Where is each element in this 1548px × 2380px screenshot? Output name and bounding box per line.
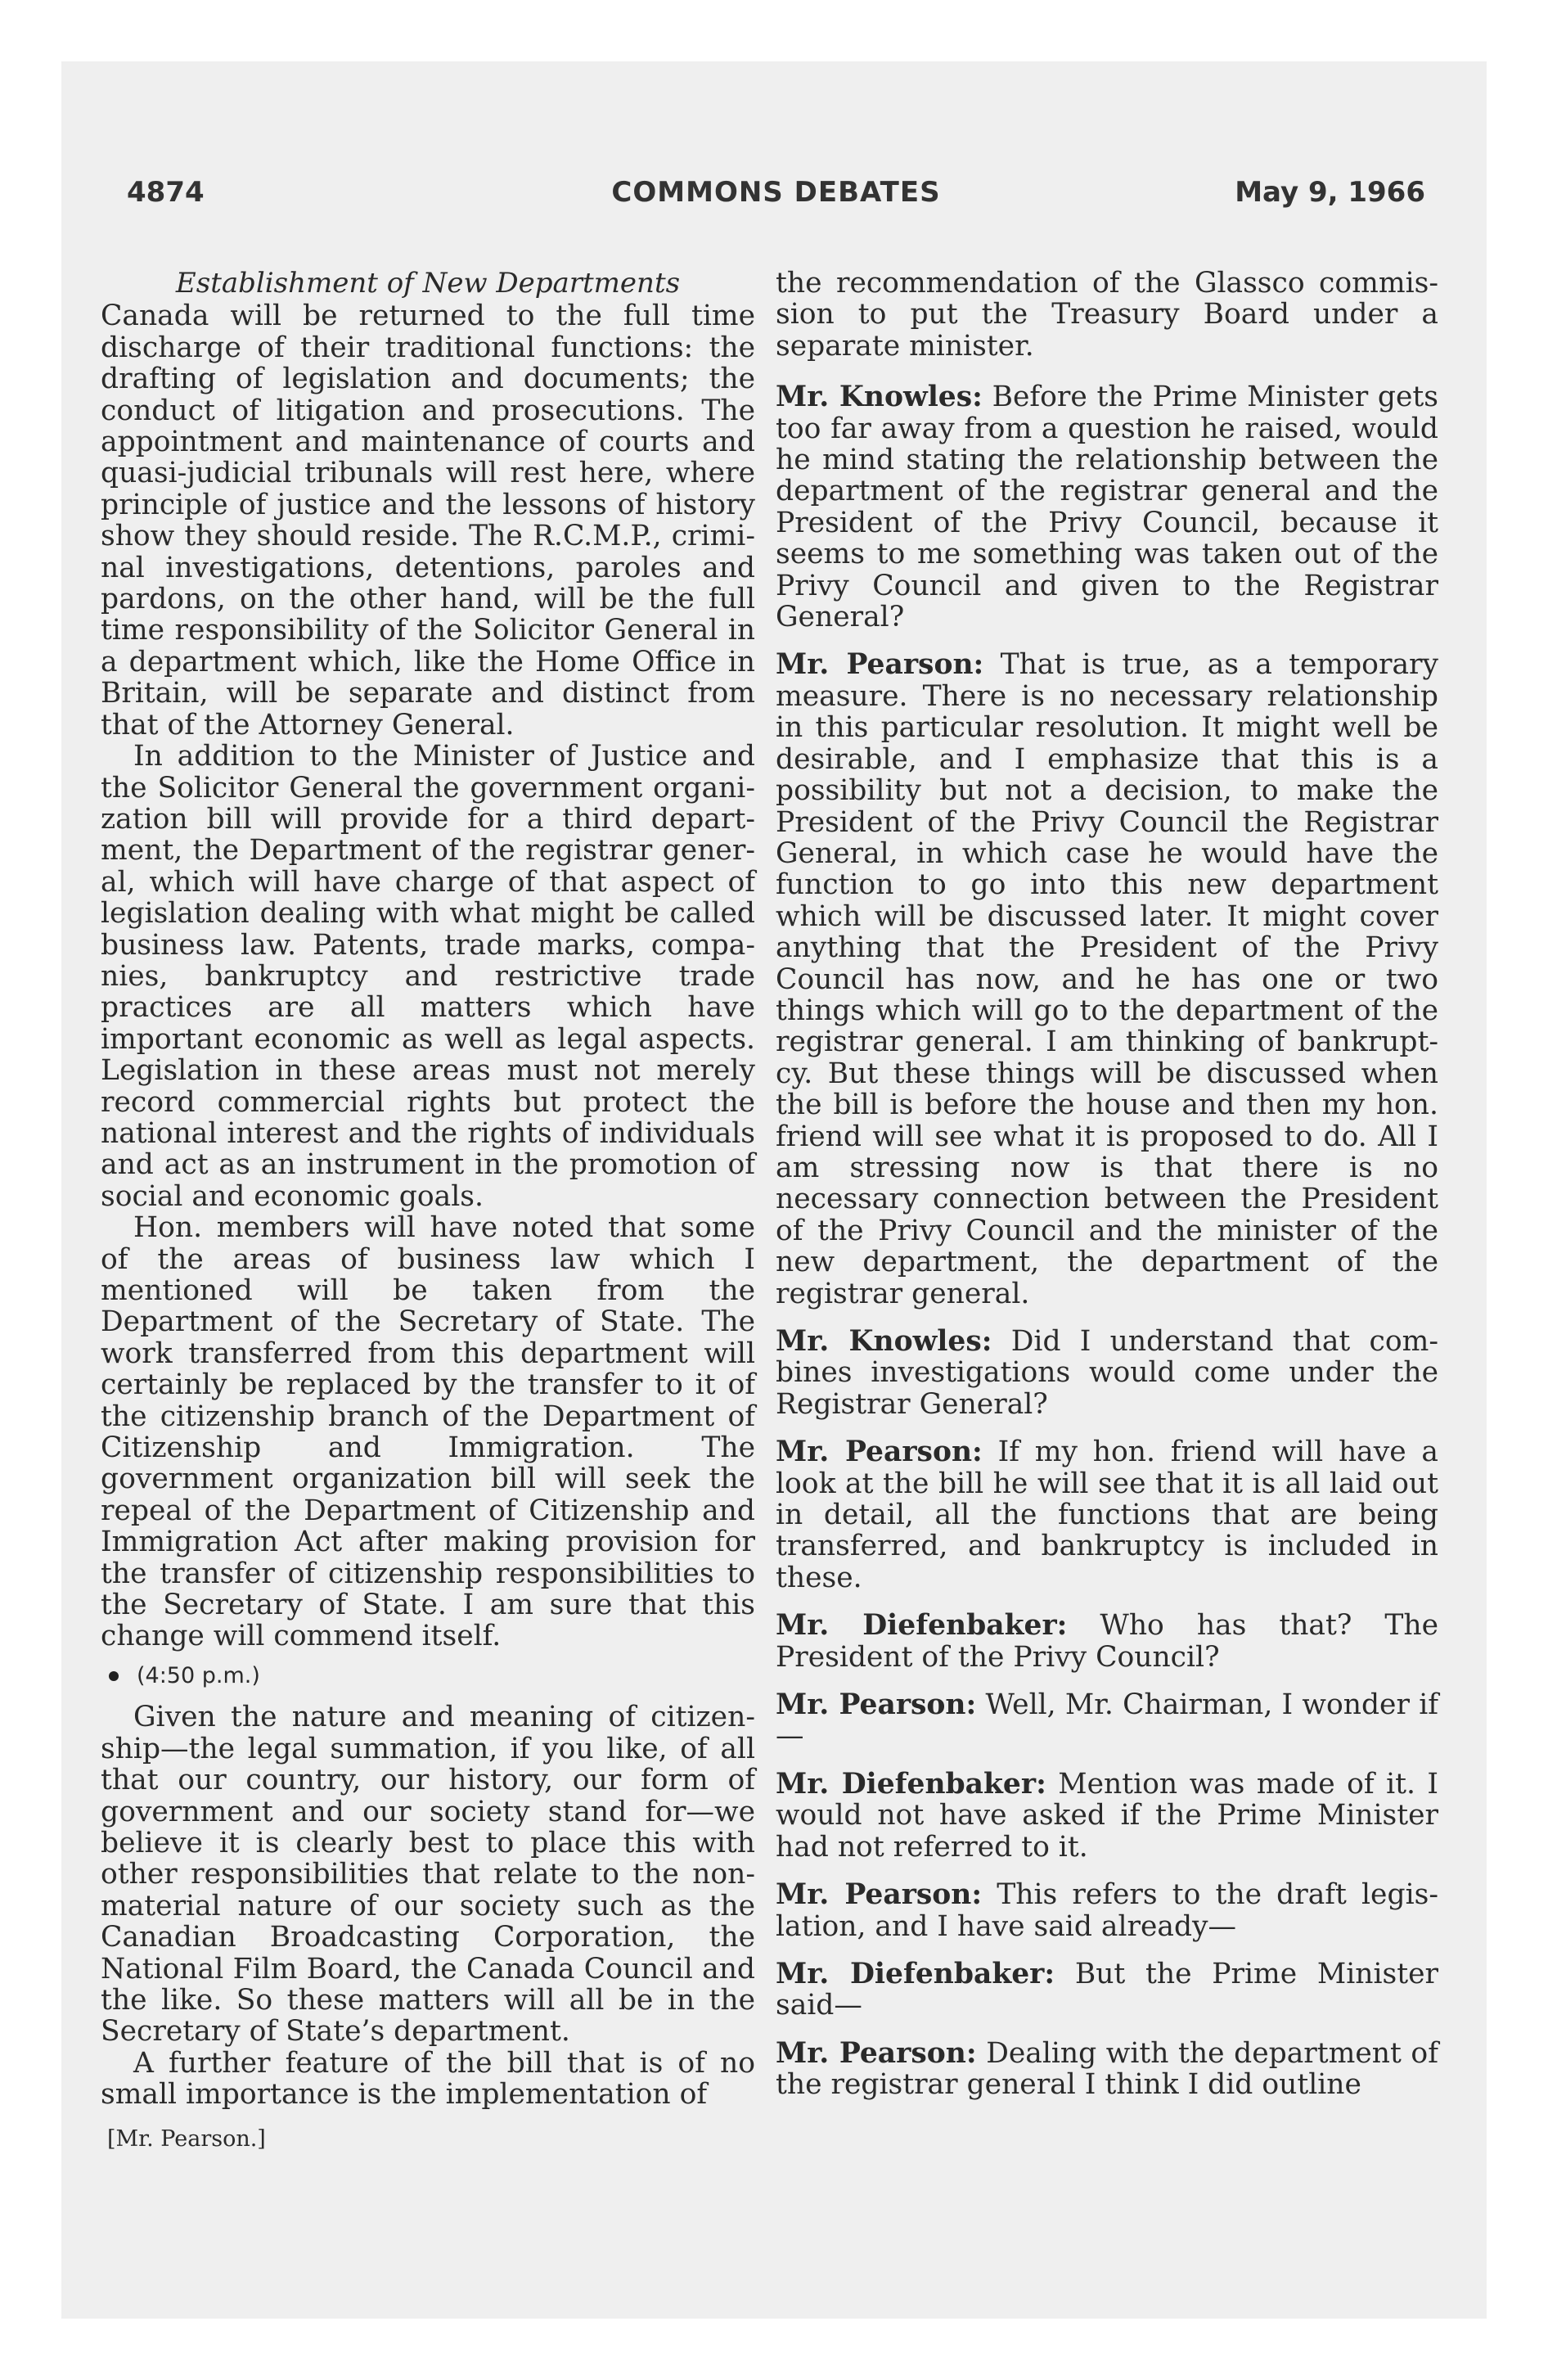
speaker-name: Mr. Pearson:	[776, 2036, 977, 2070]
speech-entry	[776, 1610, 1438, 1673]
speech-text: This refers to the draft legislation, and I have said already—	[776, 1878, 1438, 1943]
paragraph: the recommendation of the Glassco commission to put the Treasury Board under a separate minister.	[776, 267, 1438, 363]
speech-text: Did I understand that combines investigations would come under the Registrar General?	[776, 1325, 1438, 1421]
speaker-name: Mr. Pearson:	[776, 648, 984, 682]
speech-text: Dealing with the department of the registrar general I think I did outline	[776, 2036, 1438, 2102]
speech-text: If my hon. friend will have a look at the bill he will see that it is all laid out in detail, all the functions that are being transferred, and bankruptcy is included in these.	[776, 1436, 1438, 1594]
left-column	[101, 268, 755, 2281]
speech-text: Well, Mr. Chairman, I wonder if—	[776, 1688, 1438, 1753]
speaker-name: Mr. Diefenbaker:	[776, 1767, 1046, 1801]
paragraph: In addition to the Minister of Justice and the Solicitor General the government organization bill will provide for a third department, the Department of the registrar general, which will have charge of that aspect of legislation dealing with what might be called business law. Patents, trade marks, companies, bankruptcy and restrictive trade practices are all matters which have important economic as well as legal aspects. Legislation in these areas must not merely record commercial rights but protect the national interest and the rights of individuals and act as an instrument in the promotion of social and economic goals.	[101, 740, 755, 1213]
speech-text: Before the Prime Minister gets too far away from a question he raised, would he mind stating the relationship between the department of the registrar general and the President of the Privy Council, because it seems to me something was taken out of the Privy Council and given to the Registrar General?	[776, 381, 1439, 634]
speech-text: That is true, as a temporary measure. There is no necessary relationship in this particular resolution. It might well be desirable, and I emphasize that this is a possibility but not a decision, to make the President of the Privy Council the Registrar General, in which case he would have the function to go into this new department which will be discussed later. It might cover anything that the President of the Privy Council has now, and he has one or two things which will go to the department of the registrar general. I am thinking of bankruptcy. But these things will be discussed when the bill is before the house and then my hon. friend will see what it is proposed to do. All I am stressing now is that there is no necessary connection between the President of the Privy Council and the minister of the new department, the department of the registrar general.	[776, 648, 1438, 1310]
speech-entry	[776, 649, 1438, 1309]
page-date: May 9, 1966	[1235, 176, 1425, 209]
speaker-name: Mr. Diefenbaker:	[776, 1609, 1068, 1643]
speaker-name: Mr. Knowles:	[776, 381, 983, 414]
speech-entry	[776, 1436, 1438, 1593]
speech-entry	[776, 1879, 1438, 1942]
speech-entry	[776, 1326, 1438, 1420]
time-marker-text: (4:50 p.m.)	[137, 1662, 260, 1688]
speech-text: Mention was made of it. I would not have asked if the Prime Minister had not referred to it.	[776, 1767, 1439, 1864]
speaker-name: Mr. Diefenbaker:	[776, 1957, 1055, 1990]
bullet-icon	[109, 1671, 119, 1681]
speech-entry	[776, 1769, 1438, 1863]
paragraph: A further feature of the bill that is of no small importance is the implementation of	[101, 2046, 755, 2112]
right-column	[776, 268, 1438, 2281]
speaker-name: Mr. Pearson:	[776, 1436, 983, 1469]
paragraph: Given the nature and meaning of citizenship—the legal summation, if you like, of all that our country, our history, our form of government and our society stand for—we believe it is clearly best to place this with other responsibilities that relate to the nonmaterial nature of our society such as the Canadian Broadcasting Corporation, the National Film Board, the Canada Council and the like. So these matters will all be in the Secretary of State’s department.	[101, 1701, 755, 2049]
page	[61, 61, 1487, 2319]
section-subheading: Establishment of New Departments	[175, 267, 681, 300]
paragraph: Hon. members will have noted that some of the areas of business law which I mentioned will be taken from the Department of the Secretary of State. The work transferred from this department will certainly be replaced by the transfer to it of the citizenship branch of the Department of Citizenship and Immigration. The government organization bill will seek the repeal of the Department of Citizenship and Immigration Act after making provision for the transfer of citizenship responsibilities to the Secretary of State. I am sure that this change will commend itself.	[101, 1211, 755, 1653]
page-header	[127, 176, 1425, 217]
speech-entry	[776, 2038, 1438, 2101]
speech-entry	[776, 381, 1438, 633]
speech-text: Who has that? The President of the Privy Council?	[776, 1609, 1439, 1674]
speaker-footer: [Mr. Pearson.]	[107, 2125, 266, 2152]
publication-title: COMMONS DEBATES	[611, 176, 941, 209]
speaker-name: Mr. Knowles:	[776, 1325, 992, 1358]
time-marker	[109, 1661, 755, 1692]
speech-text: But the Prime Minister said—	[776, 1957, 1438, 2022]
speaker-name: Mr. Pearson:	[776, 1688, 977, 1722]
paragraph: Canada will be returned to the full time discharge of their traditional functions: the drafting of legislation and documents; the conduct of litigation and prosecutions. The appointment and maintenance of courts and quasi-judicial tribunals will rest here, where principle of justice and the lessons of history show they should reside. The R.C.M.P., criminal investigations, detentions, paroles and pardons, on the other hand, will be the full time responsibility of the Solicitor General in a department which, like the Home Office in Britain, will be separate and distinct from that of the Attorney General.	[101, 300, 755, 741]
page-number: 4874	[127, 176, 205, 209]
speech-entry	[776, 1959, 1438, 2022]
speech-entry	[776, 1689, 1438, 1752]
speaker-name: Mr. Pearson:	[776, 1878, 983, 1912]
